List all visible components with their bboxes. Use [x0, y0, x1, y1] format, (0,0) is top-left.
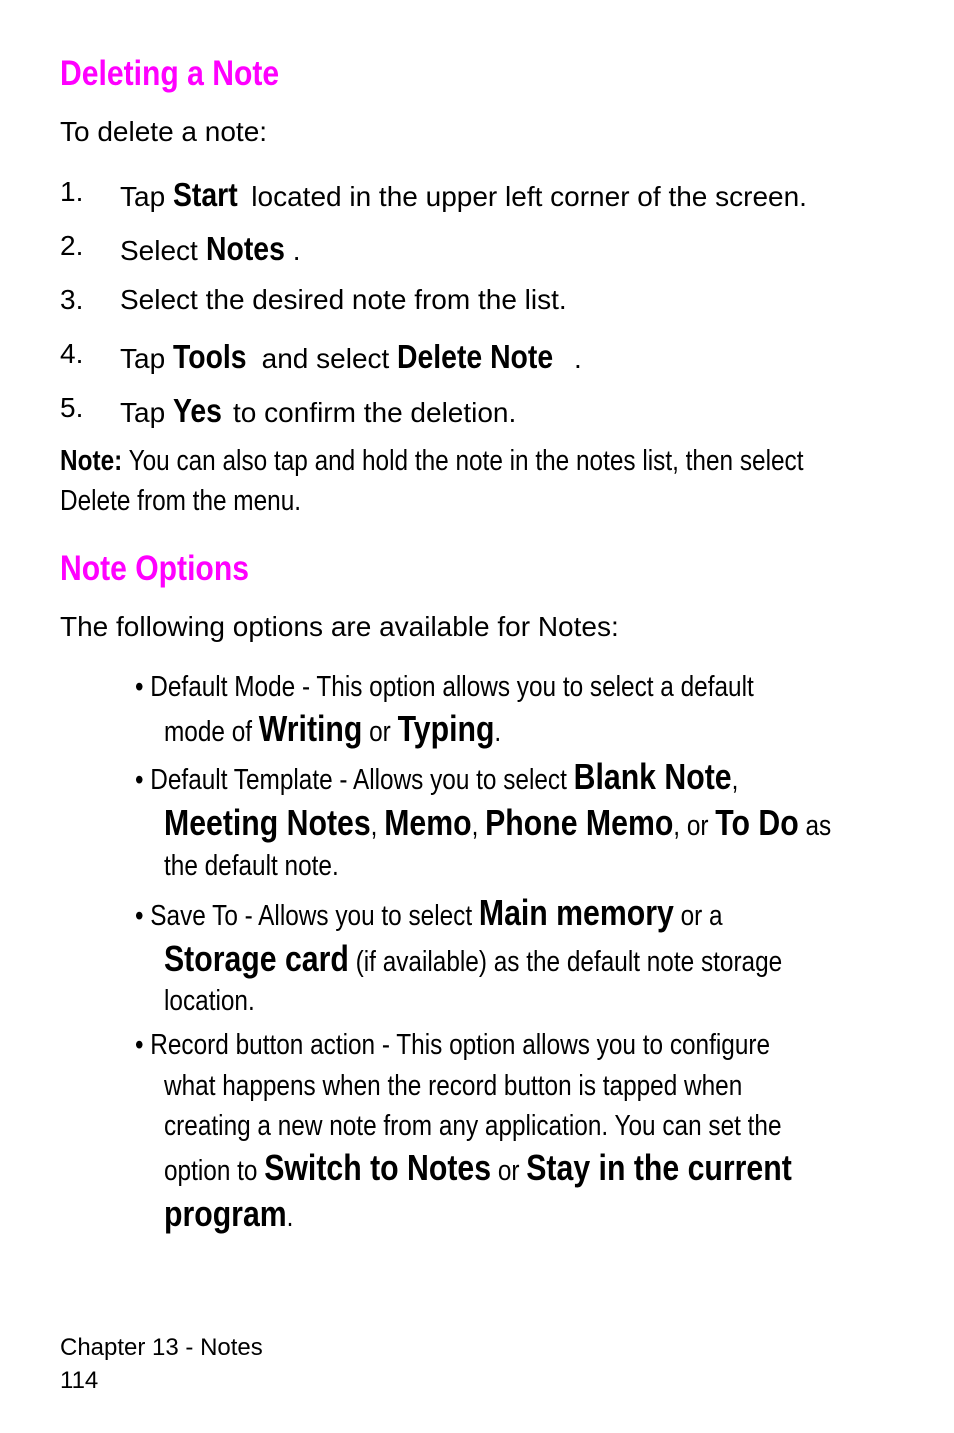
bullet-save-to-line1: • Save To - Allows you to select Main memory or a — [135, 892, 723, 933]
notes-app-name: Notes — [205, 230, 285, 267]
step-number: 5. — [60, 392, 84, 423]
bullet-record-button-line5: program. — [164, 1193, 294, 1234]
bullet-default-mode-line1: • Default Mode - This option allows you to select a default — [135, 671, 754, 703]
writing-option: Writing — [258, 708, 363, 749]
bullet-record-button-line2: what happens when the record button is tapped when — [164, 1070, 743, 1102]
step-text: Select — [120, 235, 206, 266]
meeting-notes-option: Meeting Notes — [164, 802, 371, 843]
stay-in-current-program-option: Stay in the current — [526, 1147, 792, 1188]
intro-text: The following options are available for Notes: — [60, 611, 619, 642]
start-button-name: Start — [172, 176, 238, 213]
footer-page-number: 114 — [60, 1367, 99, 1394]
typing-option: Typing — [397, 708, 495, 749]
step-text: Tap — [120, 343, 173, 374]
step-number: 3. — [60, 284, 84, 315]
step-text: to confirm the deletion. — [225, 397, 517, 428]
stay-in-current-program-option-cont: program — [164, 1193, 287, 1234]
bullet-default-template-line1: • Default Template - Allows you to select Blank Note, — [135, 756, 739, 797]
step-text: . — [574, 343, 582, 374]
note-label: Note: — [60, 445, 123, 477]
note-text: Delete from the menu. — [60, 485, 302, 517]
bullet-record-button-line4: option to Switch to Notes or Stay in the current — [164, 1147, 792, 1188]
footer-chapter: Chapter 13 - Notes — [60, 1334, 263, 1361]
bullet-save-to-line2: Storage card (if available) as the default note storage — [164, 938, 783, 979]
bullet-save-to-line3: location. — [164, 985, 255, 1017]
step-text: Tap — [120, 181, 173, 212]
bullet-default-template-line2: Meeting Notes, Memo, Phone Memo, or To Do as — [164, 802, 832, 843]
step-text: Tap — [120, 397, 173, 428]
step-text: and select — [253, 343, 398, 374]
section-heading-note-options: Note Options — [60, 549, 249, 588]
step-number: 2. — [60, 230, 84, 261]
step-number: 4. — [60, 338, 84, 369]
bullet-default-template-line3: the default note. — [164, 850, 339, 882]
memo-option: Memo — [384, 802, 472, 843]
yes-button-name: Yes — [172, 392, 222, 429]
bullet-record-button-line3: creating a new note from any application. You can set the — [164, 1110, 782, 1142]
step-text: . — [292, 235, 301, 266]
delete-note-command: Delete Note — [397, 338, 554, 375]
step-number: 1. — [60, 176, 84, 207]
note-text: You can also tap and hold the note in the notes list, then select — [122, 445, 804, 477]
bullet-record-button-line1: • Record button action - This option allows you to configure — [135, 1029, 771, 1061]
step-text: Select the desired note from the list. — [120, 284, 567, 315]
blank-note-option: Blank Note — [573, 756, 732, 797]
bullet-default-mode-line2: mode of Writing or Typing. — [164, 708, 502, 749]
phone-memo-option: Phone Memo — [485, 802, 674, 843]
storage-card-option: Storage card — [164, 938, 349, 979]
switch-to-notes-option: Switch to Notes — [264, 1147, 492, 1188]
main-memory-option: Main memory — [478, 892, 674, 933]
section-heading-deleting-a-note: Deleting a Note — [60, 54, 280, 93]
to-do-option: To Do — [715, 802, 799, 843]
intro-text: To delete a note: — [60, 116, 268, 147]
note-callout — [60, 441, 803, 521]
tools-menu-name: Tools — [172, 338, 247, 375]
step-text: located in the upper left corner of the screen. — [243, 181, 807, 212]
